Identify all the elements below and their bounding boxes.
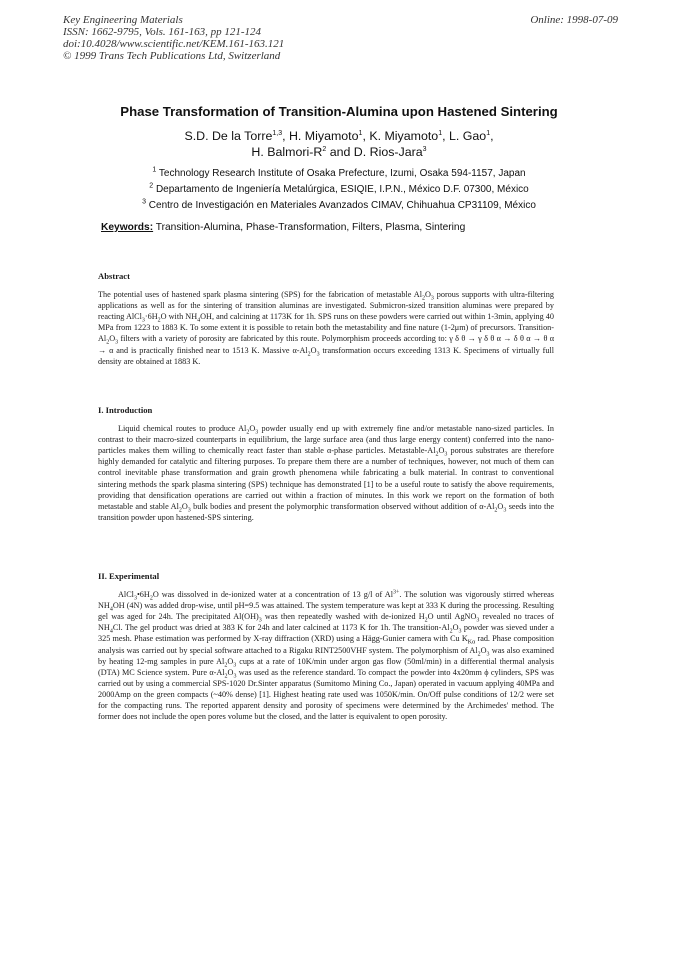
author-separator: , xyxy=(490,129,494,143)
keywords-line xyxy=(101,222,465,233)
author-line-1 xyxy=(0,128,678,144)
abstract-text: The potential uses of hastened spark plasma sintering (SPS) for the fabrication of metastable $Al_2O_3$ porous supports with ultra-filtering applications as well as for the sintering of transition aluminas are investigated. Submicron-sized transition aluminas were prepared by reacting $AlCl_3\cdot 6H_2O$ with $NH_4OH$, and calcining at 1173K for 1h. SPS runs on these powders were carried out within 1-3min, applying 40 MPa from 1223 to 1883 K. To some extent it is possible to retain both the metastability and fine nature (1-2μm) of precursors. Transition-$Al_2O_3$ filters with a variety of porosity are fabricated by this route. Polymorphism proceeds according to: γ δ θ → γ δ θ α → δ θ α → θ α → α and is practically finished near to 1513 K. Massive $\alpha-Al_2O_3$ transformation occurs exceeding 1313 K. Specimens of virtually full density are obtained at 1883 K. xyxy=(98,290,554,366)
affiliation-2 xyxy=(0,184,678,195)
author-name: and D. Rios-Jara xyxy=(326,145,423,159)
affiliation-text: Technology Research Institute of Osaka Prefecture, Izumi, Osaka 594-1157, Japan xyxy=(158,168,526,179)
affiliation-3 xyxy=(0,200,678,211)
online-date: Online: 1998-07-09 xyxy=(530,14,618,26)
author-affiliation-mark: 1 xyxy=(358,129,363,137)
journal-issn: ISSN: 1662-9795, Vols. 161-163, pp 121-124 xyxy=(63,26,261,38)
introduction-text: Liquid chemical routes to produce $Al_2O_3$ powder usually end up with extremely fine and/or metastable nano-sized particles. In contrast to their macro-sized counterparts in equilibrium, the large surface area (and thus large energy content) conferred into the nano-particles makes them willing to chemically react faster than stable α-phase particles. Metastable-$Al_2O_3$ porous substrates are therefore highly demanded for catalytic and filtering purposes. To prepare them there are a number of techniques, however, not much of them can control inevitable phase transformation and grain growth phenomena while fabricating a bulk material. In contrast to conventional sintering methods the spark plasma sintering (SPS) technique has demonstrated [1] to be a useful route to satisfy the above requirements, providing that densification operations are carried out within a fraction of minutes. In this work we report on the formation of both metastable and stable $Al_2O_3$ bulk bodies and present the polymorphic transformation observed without addition of $\alpha-Al_2O_3$ seeds into the transition powder upon hastened-SPS sintering. xyxy=(98,424,554,522)
author-name: , H. Miyamoto xyxy=(282,129,359,143)
author-affiliation-mark: 1 xyxy=(486,129,491,137)
journal-copyright: © 1999 Trans Tech Publications Ltd, Switzerland xyxy=(63,50,281,62)
author-affiliation-mark: 3 xyxy=(422,145,427,153)
author-name: S.D. De la Torre xyxy=(184,129,273,143)
keywords-label: Keywords: xyxy=(101,222,154,233)
affiliation-text: Centro de Investigación en Materiales Avanzados CIMAV, Chihuahua CP31109, México xyxy=(148,200,536,211)
affiliation-1 xyxy=(0,168,678,179)
author-name: , K. Miyamoto xyxy=(362,129,439,143)
affiliation-number: 2 xyxy=(149,182,154,190)
author-affiliation-mark: 1,3 xyxy=(272,129,283,137)
journal-name: Key Engineering Materials xyxy=(63,14,183,26)
experimental-section xyxy=(98,571,554,722)
author-affiliation-mark: 1 xyxy=(438,129,443,137)
abstract-heading: Abstract xyxy=(98,271,130,281)
paper-title: Phase Transformation of Transition-Alumina upon Hastened Sintering xyxy=(120,104,558,119)
affiliation-number: 1 xyxy=(152,166,157,174)
introduction-section xyxy=(98,405,554,523)
abstract-section xyxy=(98,271,554,367)
keywords-text: Transition-Alumina, Phase-Transformation, Filters, Plasma, Sintering xyxy=(155,222,466,233)
author-name: , L. Gao xyxy=(442,129,487,143)
author-list xyxy=(0,128,678,160)
experimental-text: $AlCl_3•6H_2O$ was dissolved in de-ionized water at a concentration of 13 g/l of $Al^{3+}$. The solution was vigorously stirred whereas $NH_4OH$ (4N) was added drop-wise, until pH=9.5 was attained. The system temperature was kept at 333 K during the processing. Resulting gel was aged for 24h. The precipitated $Al(OH)_3$ was then repeatedly washed with de-ionized $H_2O$ until AgNO$_3$ revealed no traces of $NH_4Cl$. The gel product was dried at 383 K for 24h and later calcined at 1173 K for 1h. The transition-$Al_2O_3$ powder was sieved under a 325 mesh. Phase estimation was performed by X-ray diffraction (XRD) using a Hägg-Gunier camera with Cu $K_{K\alpha}$ rad. Phase composition analysis was carried out by special software attached to a Rigaku RINT2500VHF system. The polymorphism of $Al_2O_3$ was also examined by heating 12-mg samples in pure $Al_2O_3$ cups at a rate of 10K/min under argon gas flow (50ml/min) in a differential thermal analysis (DTA) MC Science system. Pure $\alpha-Al_2O_3$ was used as the reference standard. To compact the powder into 4x20mm ϕ cylinders, SPS was carried out by using a commercial SPS-1020 Dr.Sinter apparatus (Sumitomo Mining Co., Japan) operated in vacuum applying 40MPa and 2000Amp on the green compacts (~40% dense) [1]. Highest heating rate used was 1050K/min. On/Off pulse conditions of 12/2 were set for the compacting runs. The reported apparent density and porosity of specimens were determined by the Archimedes' method. The former does not include the open pores volume but the closed, and the latter is equivalent to open porosity. xyxy=(98,589,555,722)
author-name: H. Balmori-R xyxy=(251,145,323,159)
author-affiliation-mark: 2 xyxy=(322,145,327,153)
journal-header xyxy=(63,14,284,62)
affiliation-text: Departamento de Ingeniería Metalúrgica, ESIQIE, I.P.N., México D.F. 07300, México xyxy=(155,184,529,195)
affiliation-number: 3 xyxy=(142,198,147,206)
introduction-heading: I. Introduction xyxy=(98,405,153,415)
author-line-2 xyxy=(0,144,678,160)
experimental-heading: II. Experimental xyxy=(98,571,160,581)
journal-doi: doi:10.4028/www.scientific.net/KEM.161-163.121 xyxy=(63,38,285,50)
